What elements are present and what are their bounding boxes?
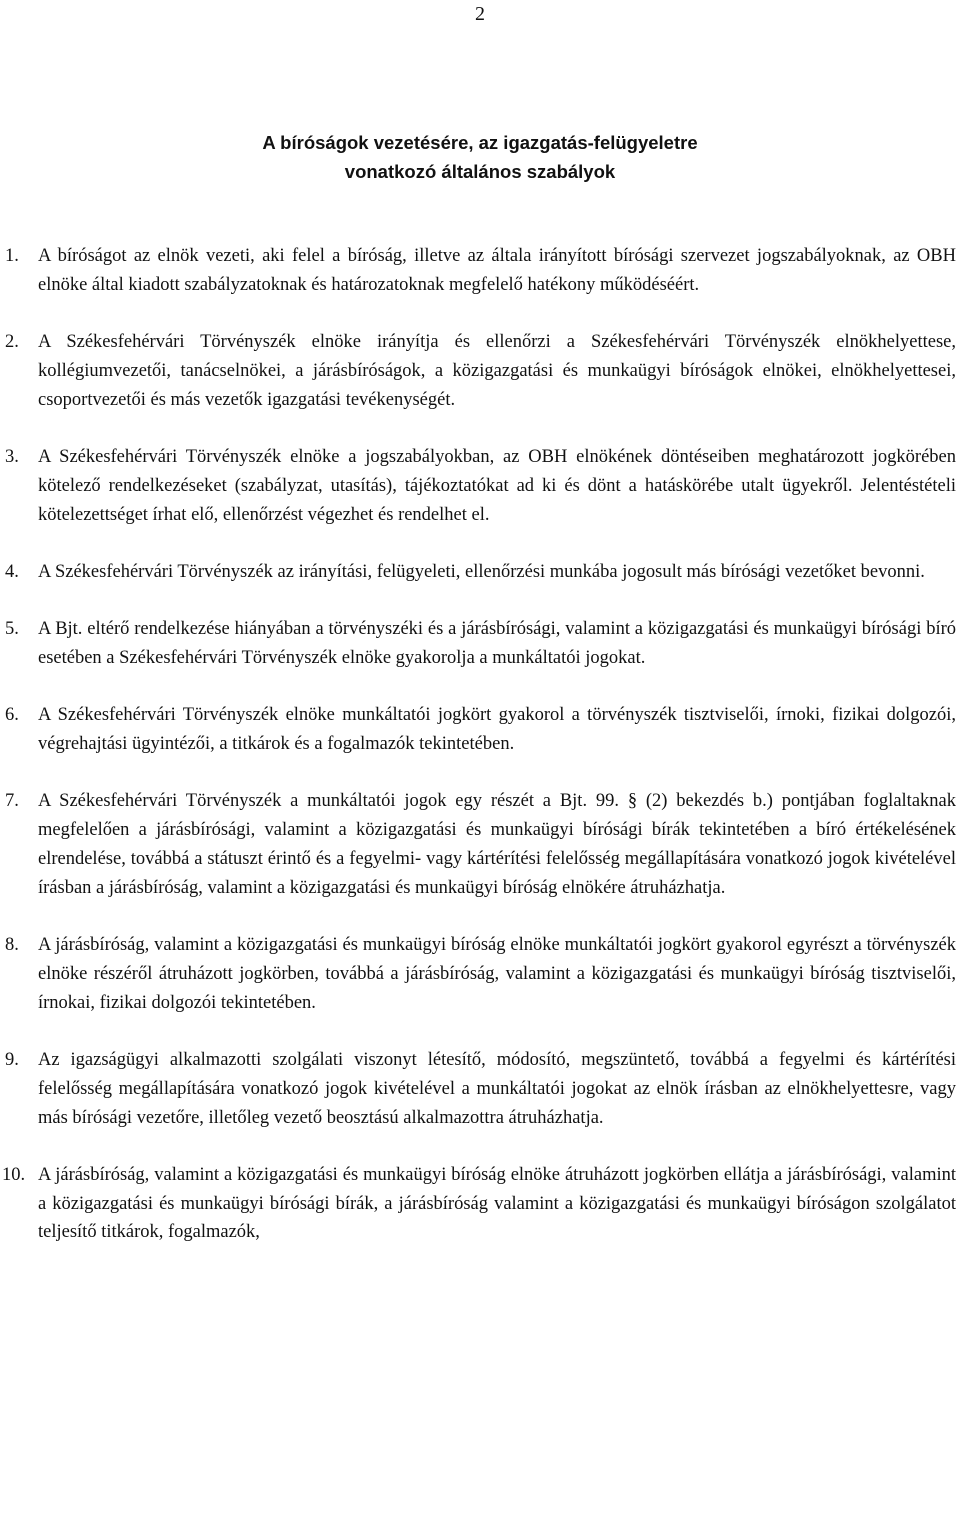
list-item-text: A Székesfehérvári Törvényszék elnöke a jogszabályokban, az OBH elnökének döntéseiben meghatározott jogkörében kötelező rendelkezéseket (szabályzat, utasítás), tájékoztatókat ad ki és dönt a hatáskörébe utalt ügyekről. Jelentéstételi kötelezettséget írhat elő, ellenőrzést végezhet és rendelhet el. (38, 446, 956, 525)
document-title (0, 129, 960, 186)
list-item-number: 5. (5, 619, 19, 640)
list-item-text: A bíróságot az elnök vezeti, aki felel a bíróság, illetve az általa irányított bírósági szervezet jogszabályoknak, az OBH elnöke által kiadott szabályzatoknak és határozatoknak megfelelő hatékony működéséért. (38, 246, 956, 295)
page-number: 2 (475, 3, 485, 25)
list-item-number: 10. (2, 1164, 26, 1185)
list-item-number: 1. (5, 246, 19, 266)
list-item (0, 1046, 960, 1132)
list-item-text: A járásbíróság, valamint a közigazgatási és munkaügyi bíróság elnöke munkáltatói jogkört gyakorol egyrészt a törvényszék elnöke részéről átruházott jogkörben, továbbá a járásbíróság, valamint a közigazgatási és munkaügyi bíróság tisztviselői, írnokai, fizikai dolgozói tekintetében. (38, 935, 956, 1013)
list-item (0, 443, 960, 529)
list-item (0, 1161, 960, 1247)
list-item-text: A Székesfehérvári Törvényszék a munkáltatói jogok egy részét a Bjt. 99. § (2) bekezdés b.) pontjában foglaltaknak megfelelően a járásbírósági, valamint a közigazgatási és munkaügyi bírósági bírák tekintetében a bíró értékelésének elrendelése, továbbá a státuszt érintő és a fegyelmi- vagy kártérítési felelősség megállapítására vonatkozó jogok kivételével írásban a járásbíróság, valamint a közigazgatási és munkaügyi bíróság elnökére átruházhatja. (38, 791, 956, 898)
numbered-list (0, 242, 960, 1276)
list-item (0, 701, 960, 759)
list-item (0, 242, 960, 300)
list-item-number: 3. (5, 446, 19, 467)
list-item (0, 558, 960, 587)
title-line-1: A bíróságok vezetésére, az igazgatás-felügyeletre (262, 132, 698, 153)
list-item-text: A Székesfehérvári Törvényszék elnöke munkáltatói jogkört gyakorol a törvényszék tisztviselői, írnoki, fizikai dolgozói, végrehajtási ügyintézői, a titkárok és a fogalmazók tekintetében. (38, 705, 956, 755)
list-item-number: 2. (5, 332, 19, 353)
list-item-text: A Bjt. eltérő rendelkezése hiányában a törvényszéki és a járásbírósági, valamint a közigazgatási és munkaügyi bírósági bíró esetében a Székesfehérvári Törvényszék elnöke gyakorolja a munkáltatói jogokat. (38, 619, 956, 668)
title-line-2: vonatkozó általános szabályok (344, 160, 616, 182)
list-item (0, 328, 960, 414)
list-item-number: 9. (5, 1049, 19, 1070)
list-item (0, 787, 960, 902)
list-item-text: A Székesfehérvári Törvényszék elnöke irányítja és ellenőrzi a Székesfehérvári Törvényszék elnökhelyettese, kollégiumvezetői, tanácselnökei, a járásbíróságok, a közigazgatási és munkaügyi bíróságok elnökei, elnökhelyettesei, csoportvezetői és más vezetők igazgatási tevékenységét. (38, 332, 956, 410)
list-item-number: 6. (5, 705, 19, 726)
list-item-text: A Székesfehérvári Törvényszék az irányítási, felügyeleti, ellenőrzési munkába jogosult más bírósági vezetőket bevonni. (38, 561, 925, 582)
list-item (0, 615, 960, 673)
list-item-number: 8. (5, 935, 19, 956)
list-item-text: A járásbíróság, valamint a közigazgatási és munkaügyi bíróság elnöke átruházott jogkörben ellátja a járásbírósági, valamint a közigazgatási és munkaügyi bírósági bírák, a járásbíróság valamint a közigazgatási és munkaügyi bíróságon szolgálatot teljesítő titkárok, fogalmazók, (38, 1164, 956, 1243)
list-item-number: 4. (5, 561, 19, 582)
list-item (0, 931, 960, 1017)
list-item-text: Az igazságügyi alkalmazotti szolgálati viszonyt létesítő, módosító, megszüntető, továbbá a fegyelmi és kártérítési felelősség megállapítására vonatkozó jogok kivételével a munkáltatói jogokat az elnök írásban az elnökhelyettesre, vagy más bírósági vezetőre, illetőleg vezető beosztású alkalmazottra átruházhatja. (38, 1049, 956, 1128)
list-item-number: 7. (5, 791, 19, 812)
